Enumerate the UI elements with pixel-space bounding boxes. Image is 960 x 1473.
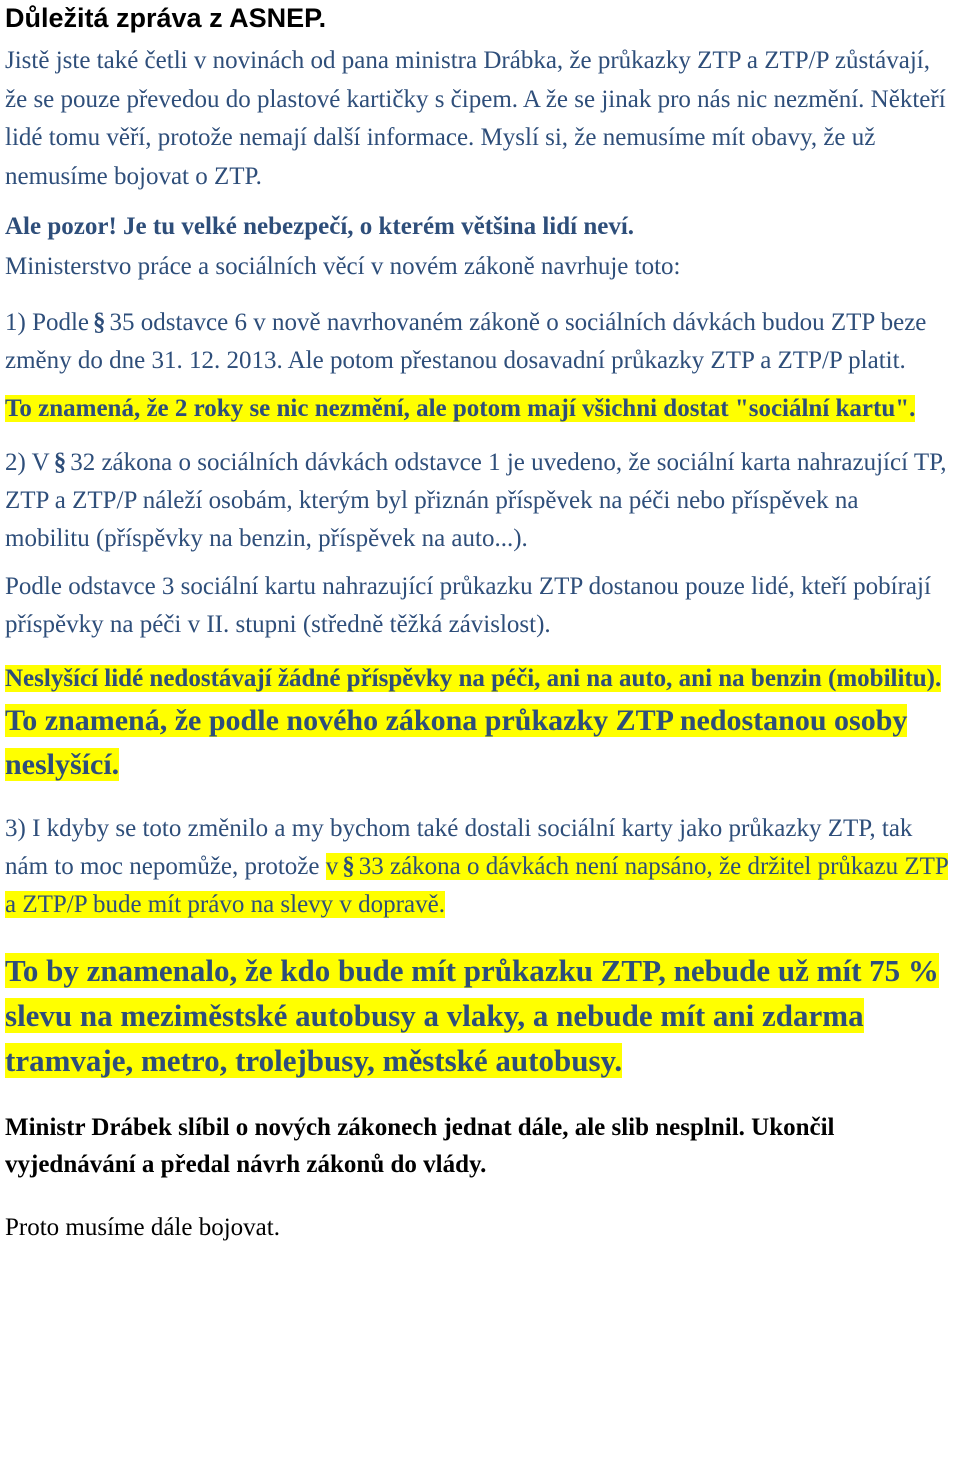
section-sign-icon: § xyxy=(53,449,67,476)
section-sign-icon: § xyxy=(342,853,355,880)
point-1-highlight: To znamená, že 2 roky se nic nezmění, ale potom mají všichni dostat "sociální kartu". xyxy=(5,395,916,422)
point-2-lead: 2) V xyxy=(5,449,50,476)
warning-big-text: To znamená, že podle nového zákona průkazky ZTP nedostanou osoby neslyšící. xyxy=(5,704,908,781)
minister-paragraph: Ministr Drábek slíbil o nových zákonech jednat dále, ale slib nesplnil. Ukončil vyjednávání a předal návrh zákonů do vlády. xyxy=(5,1114,835,1178)
point-2-text: 32 zákona o sociálních dávkách odstavce 1 je uvedeno, že sociální karta nahrazující TP, ZTP a ZTP/P náleží osobám, kterým byl přiznán příspěvek na péči nebo příspěvek na mobilitu (příspěvky na benzin, příspěvek na auto...). xyxy=(5,449,947,552)
document-title: Důležitá zpráva z ASNEP. xyxy=(5,3,327,33)
point-1-text: 35 odstavce 6 v nově navrhovaném zákoně o sociálních dávkách budou ZTP beze změny do dne 31. 12. 2013. Ale potom přestanou dosavadní průkazky ZTP a ZTP/P platit. xyxy=(5,309,927,374)
warning-paragraph xyxy=(5,658,948,788)
point-3-paragraph xyxy=(5,810,948,924)
warning-small-text: Neslyšící lidé nedostávají žádné příspěvky na péči, ani na auto, ani na benzin (mobilitu). xyxy=(5,665,942,692)
alert-heading: Ale pozor! Je tu velké nebezpečí, o kterém většina lidí neví. xyxy=(5,213,635,240)
point-2-paragraph xyxy=(5,444,948,558)
ministry-intro: Ministerstvo práce a sociálních věcí v novém zákoně navrhuje toto: xyxy=(5,253,681,280)
point-2-second-paragraph: Podle odstavce 3 sociální kartu nahrazující průkazku ZTP dostanou pouze lidé, kteří pobírají příspěvky na péči v II. stupni (středně těžká závislost). xyxy=(5,573,931,638)
section-sign-icon: § xyxy=(93,309,106,336)
closing-paragraph: Proto musíme dále bojovat. xyxy=(5,1214,280,1241)
point-3-text: 3) I kdyby se toto změnilo a my bychom také dostali sociální karty jako průkazky ZTP, tak nám to moc nepomůže, protože xyxy=(5,815,913,880)
point-1-highlight-paragraph xyxy=(5,390,948,428)
point-1-paragraph xyxy=(5,304,948,380)
consequence-paragraph xyxy=(5,948,948,1083)
point-3-highlight-text: 33 zákona o dávkách není napsáno, že držitel průkazu ZTP a ZTP/P bude mít právo na slevy v dopravě. xyxy=(5,853,948,918)
point-1-lead: 1) Podle xyxy=(5,309,90,336)
consequence-text: To by znamenalo, že kdo bude mít průkazku ZTP, nebude už mít 75 % slevu na meziměstské autobusy a vlaky, a nebude mít ani zdarma tramvaje, metro, trolejbusy, městské autobusy. xyxy=(5,953,939,1078)
document-page xyxy=(0,2,960,1473)
intro-paragraph: Jistě jste také četli v novinách od pana ministra Drábka, že průkazky ZTP a ZTP/P zůstávají, že se pouze převedou do plastové kartičky s čipem. A že se jinak pro nás nic nezmění. Někteří lidé tomu věří, protože nemají další informace. Myslí si, že nemusíme mít obavy, že už nemusíme bojovat o ZTP. xyxy=(5,47,946,190)
point-3-highlight-lead: v xyxy=(325,853,339,880)
